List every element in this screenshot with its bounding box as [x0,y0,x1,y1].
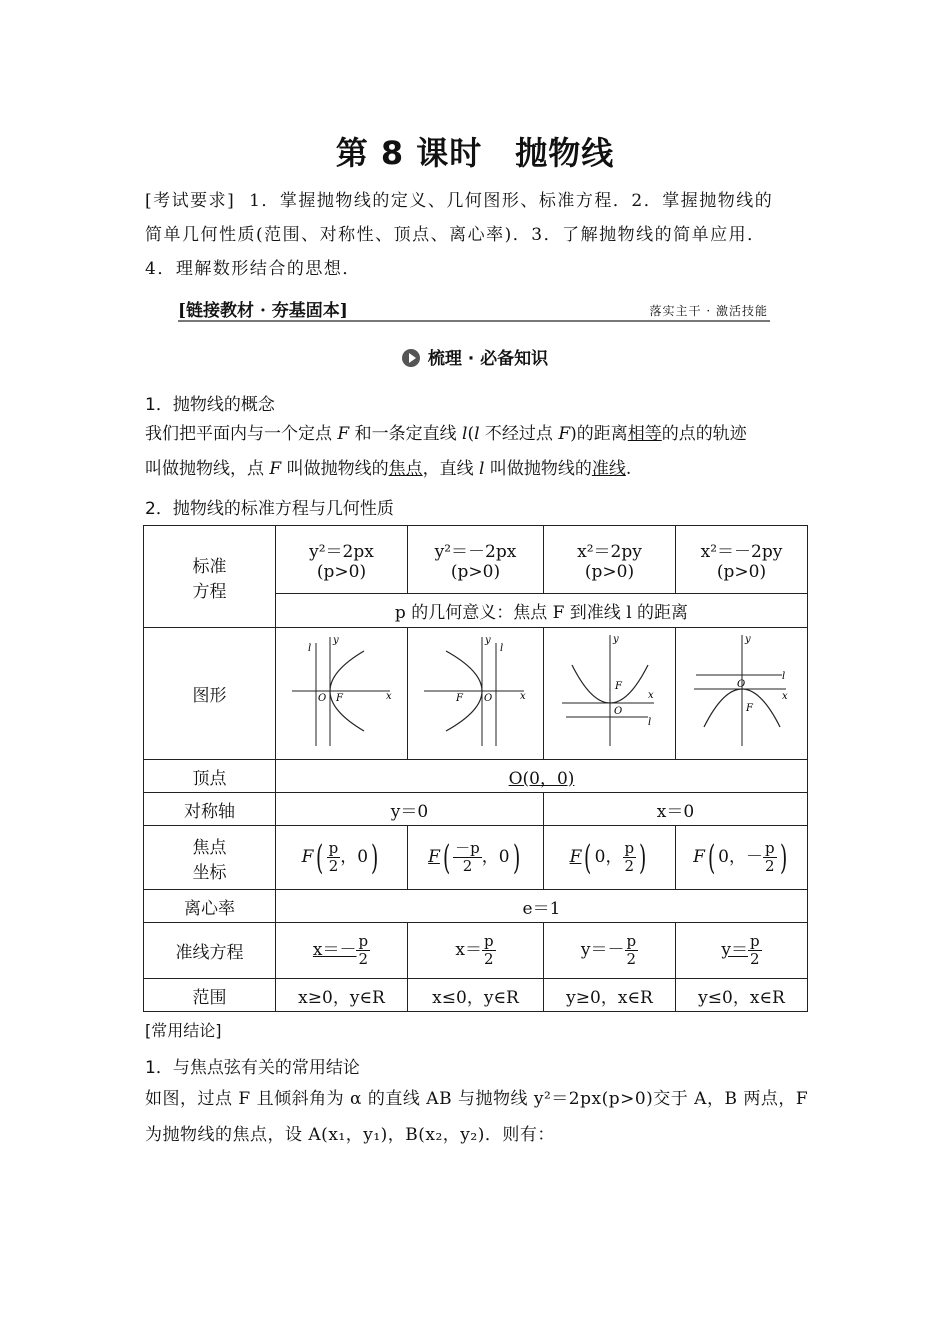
eccentricity-label: 离心率 [144,890,276,923]
directrix-3: y＝－ $\frac{p}{2}$ [544,923,676,979]
page-title: 第 8 课时 抛物线 [335,134,615,172]
parabola-graph-4 [682,631,802,751]
directrix-4: y＝ $\frac{p}{2}$ [676,923,808,979]
focus-label: 焦点 坐标 [144,826,276,890]
directrix-2: x＝ $\frac{p}{2}$ [408,923,544,979]
requirements-tag: [考试要求] [145,191,236,211]
heading-concept: 1．抛物线的概念 [145,395,275,415]
svg-text:x: x [647,690,654,701]
range-2: x≤0，y∈R [408,979,544,1012]
svg-text:F: F [745,703,753,714]
parabola-graph-3 [548,631,672,751]
graph-right-opening [276,628,408,760]
banner-left-label: [链接教材 · 夯基固本] [178,301,348,321]
svg-text:l: l [781,671,785,682]
std-eq-label: 标准 方程 [144,526,276,628]
graph-down-opening [676,628,808,760]
play-icon [402,349,420,367]
eq-cell-1: y²＝2px (p>0) [276,526,408,594]
vertex-value: O(0，0) [276,760,808,793]
directrix-1: x＝－ $\frac{p}{2}$ [276,923,408,979]
svg-text:l: l [307,643,311,654]
svg-text:F: F [335,693,343,704]
eq-cell-3: x²＝2py (p>0) [544,526,676,594]
svg-text:y: y [612,634,619,645]
requirements-line-3: 4．理解数形结合的思想． [145,259,361,279]
svg-text:O: O [736,679,745,690]
svg-text:O: O [317,693,326,704]
range-label: 范围 [144,979,276,1012]
graph-label: 图形 [144,628,276,760]
properties-table [143,525,808,1012]
axis-label: 对称轴 [144,793,276,826]
svg-text:F: F [614,681,622,692]
svg-text:l: l [499,643,503,654]
svg-text:l: l [647,717,651,728]
svg-text:y: y [484,635,491,646]
svg-text:y: y [332,635,339,646]
axis-y-value: y＝0 [276,793,544,826]
range-4: y≤0，x∈R [676,979,808,1012]
svg-text:F: F [455,693,463,704]
svg-text:x: x [781,691,788,702]
heading-focal-chord: 1．与焦点弦有关的常用结论 [145,1058,360,1078]
range-1: x≥0，y∈R [276,979,408,1012]
focal-chord-line-2: 为抛物线的焦点，设 A(x₁，y₁)，B(x₂，y₂)．则有： [145,1125,555,1145]
svg-text:x: x [385,691,392,702]
section-banner [178,296,770,322]
common-conclusions-tag: [常用结论] [145,1021,222,1040]
svg-text:x: x [519,691,526,702]
directrix-label: 准线方程 [144,923,276,979]
parabola-graph-2 [416,631,536,751]
eq-cell-4: x²＝－2py (p>0) [676,526,808,594]
banner-right-label: 落实主干 · 激活技能 [649,304,768,318]
subsection-title: 梳理 · 必备知识 [0,344,950,369]
focus-1: F( $\frac{p}{2}$ ，0) [276,826,408,890]
graph-left-opening [408,628,544,760]
svg-text:O: O [483,693,492,704]
focus-2: F( $\frac{-p}{2}$ ，0) [408,826,544,890]
p-meaning: p 的几何意义：焦点 F 到准线 l 的距离 [276,594,808,628]
heading-standard-equations: 2．抛物线的标准方程与几何性质 [145,499,394,519]
requirements-line-1: [考试要求] 1．掌握抛物线的定义、几何图形、标准方程．2．掌握抛物线的 [145,191,774,211]
eq-cell-2: y²＝－2px (p>0) [408,526,544,594]
eccentricity-value: e＝1 [276,890,808,923]
parabola-graph-1 [282,631,402,751]
svg-text:O: O [613,706,622,717]
range-3: y≥0，x∈R [544,979,676,1012]
vertex-label: 顶点 [144,760,276,793]
focus-4: F( 0，－ $\frac{p}{2}$ ) [676,826,808,890]
graph-up-opening [544,628,676,760]
concept-paragraph-2: 叫做抛物线，点 F 叫做抛物线的焦点，直线 l 叫做抛物线的准线. [145,459,632,479]
axis-x-value: x＝0 [544,793,808,826]
concept-paragraph-1: 我们把平面内与一个定点 F 和一条定直线 l(l 不经过点 F)的距离相等的点的轨迹 [145,424,747,444]
focal-chord-line-1: 如图，过点 F 且倾斜角为 α 的直线 AB 与抛物线 y²＝2px(p>0)交于 A，B 两点，F [145,1089,809,1109]
requirements-line-2: 简单几何性质(范围、对称性、顶点、离心率)．3．了解抛物线的简单应用． [145,225,766,245]
svg-text:y: y [744,634,751,645]
focus-3: F( 0， $\frac{p}{2}$ ) [544,826,676,890]
